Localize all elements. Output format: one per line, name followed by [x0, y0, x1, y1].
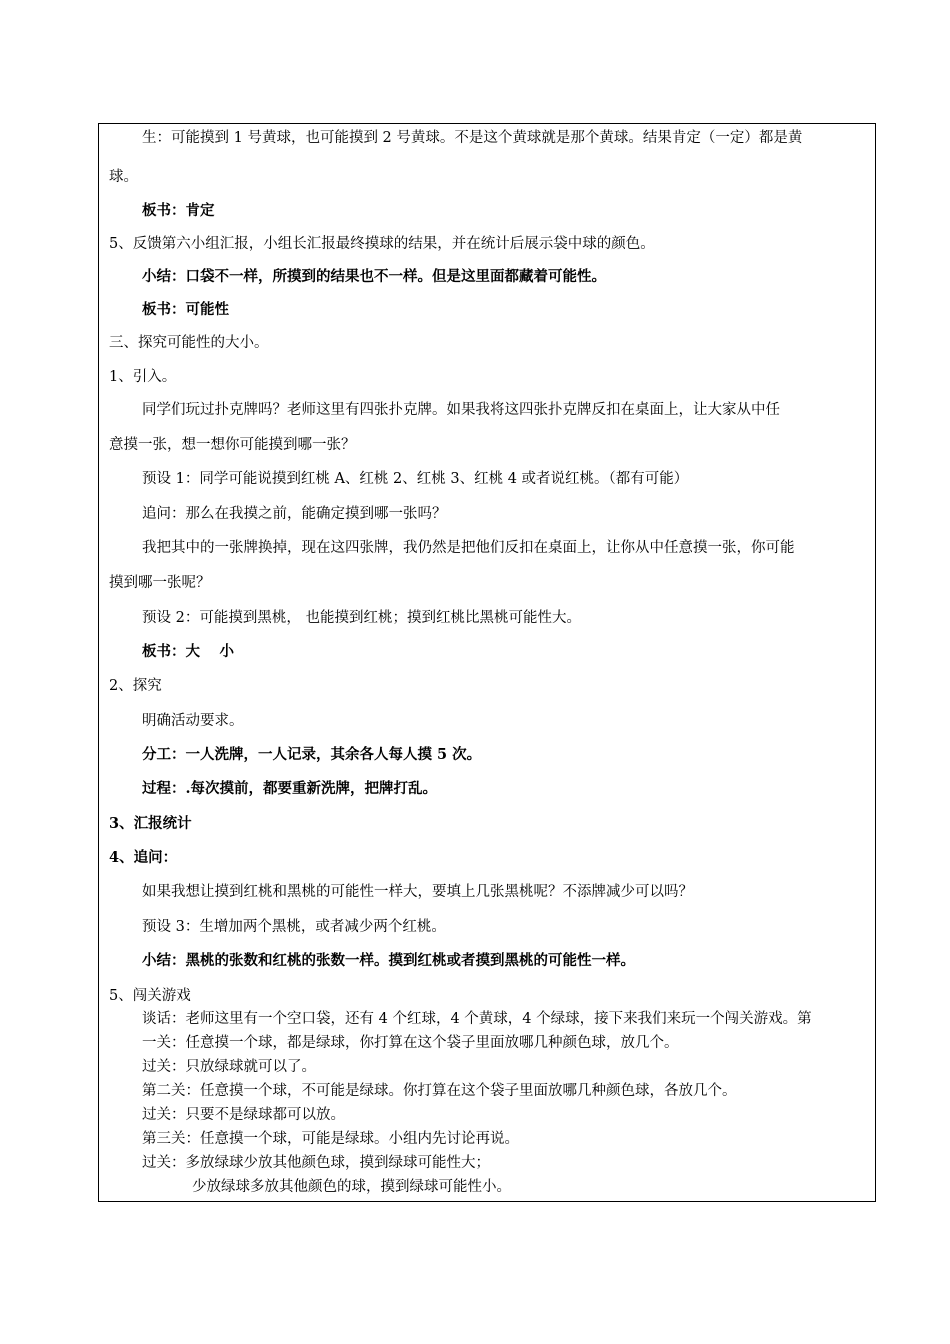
text-line: 摸到哪一张呢？: [109, 575, 211, 591]
text-line: 3、汇报统计: [109, 815, 192, 832]
text-line: 我把其中的一张牌换掉，现在这四张牌，我仍然是把他们反扣在桌面上，让你从中任意摸一张，你可能: [142, 540, 795, 556]
document-table-cell: [98, 123, 876, 1202]
text-line: 5、闯关游戏: [109, 988, 191, 1004]
text-line: 追问：那么在我摸之前，能确定摸到哪一张吗？: [142, 506, 447, 522]
text-line: 三、探究可能性的大小。: [109, 335, 269, 351]
text-line: 意摸一张，想一想你可能摸到哪一张？: [109, 437, 356, 453]
text-line: 一关：任意摸一个球，都是绿球，你打算在这个袋子里面放哪几种颜色球，放几个。: [142, 1035, 679, 1051]
text-line: 如果我想让摸到红桃和黑桃的可能性一样大，要填上几张黑桃呢？不添牌减少可以吗？: [142, 884, 693, 900]
text-line: 生：可能摸到 1 号黄球，也可能摸到 2 号黄球。不是这个黄球就是那个黄球。结果肯定（一定）都是黄: [142, 130, 803, 146]
text-line: 小结：黑桃的张数和红桃的张数一样。摸到红桃或者摸到黑桃的可能性一样。: [142, 952, 635, 969]
text-line: 谈话：老师这里有一个空口袋，还有 4 个红球，4 个黄球，4 个绿球，接下来我们来玩一个闯关游戏。第: [142, 1011, 812, 1027]
text-line: 4、追问：: [109, 849, 178, 866]
text-line: 小结：口袋不一样，所摸到的结果也不一样。但是这里面都藏着可能性。: [142, 268, 606, 285]
text-line: 第二关：任意摸一个球，不可能是绿球。你打算在这个袋子里面放哪几种颜色球，各放几个。: [142, 1083, 737, 1099]
text-line: 2、探究: [109, 678, 162, 694]
text-line: 板书：大 小: [142, 643, 235, 660]
text-line: 板书：可能性: [142, 301, 229, 318]
text-line: 过关：只放绿球就可以了。: [142, 1059, 316, 1075]
text-line: 预设 2：可能摸到黑桃， 也能摸到红桃；摸到红桃比黑桃可能性大。: [142, 610, 581, 626]
text-line: 1、引入。: [109, 369, 177, 385]
text-line: 预设 1：同学可能说摸到红桃 A、红桃 2、红桃 3、红桃 4 或者说红桃。（都有可能）: [142, 471, 689, 487]
text-line: 明确活动要求。: [142, 713, 244, 729]
text-line: 球。: [109, 169, 138, 185]
text-line: 过关：多放绿球少放其他颜色球，摸到绿球可能性大；: [142, 1155, 490, 1171]
text-line: 过程：.每次摸前，都要重新洗牌，把牌打乱。: [142, 780, 438, 797]
text-line: 板书：肯定: [142, 202, 215, 219]
text-line: 同学们玩过扑克牌吗？老师这里有四张扑克牌。如果我将这四张扑克牌反扣在桌面上，让大家从中任: [142, 402, 780, 418]
text-line: 分工：一人洗牌，一人记录，其余各人每人摸 5 次。: [142, 746, 482, 763]
text-line: 第三关：任意摸一个球，可能是绿球。小组内先讨论再说。: [142, 1131, 519, 1147]
text-line: 5、反馈第六小组汇报，小组长汇报最终摸球的结果，并在统计后展示袋中球的颜色。: [109, 236, 655, 252]
text-line: 少放绿球多放其他颜色的球，摸到绿球可能性小。: [192, 1179, 511, 1195]
text-line: 预设 3：生增加两个黑桃，或者减少两个红桃。: [142, 919, 446, 935]
text-line: 过关：只要不是绿球都可以放。: [142, 1107, 345, 1123]
